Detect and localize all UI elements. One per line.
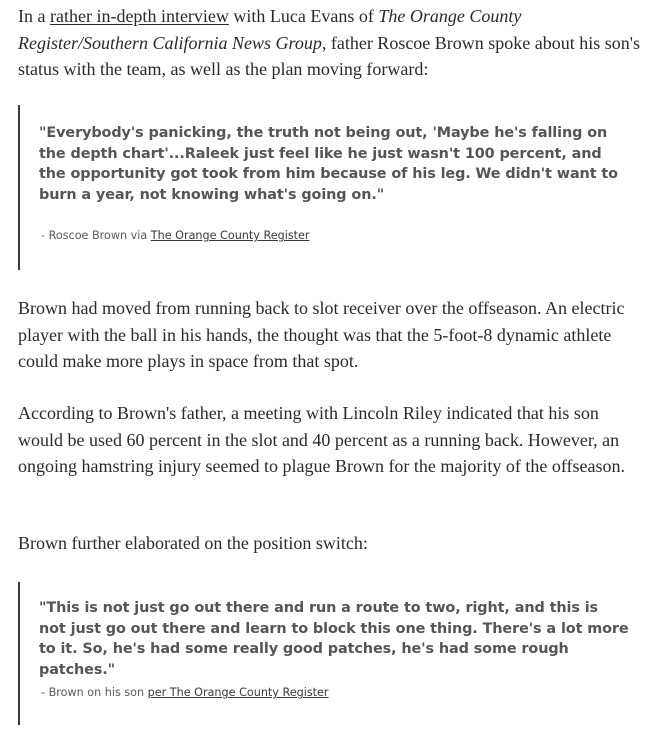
paragraph-position-move: Brown had moved from running back to slot receiver over the offseason. An electric player with the ball in his hands, the thought was that the 5-foot-8 dynamic athlete could make more plays in space from that spot. bbox=[18, 298, 625, 371]
attribution-prefix: - Brown on his son bbox=[41, 686, 148, 699]
quote-text: "This is not just go out there and run a route to two, right, and this is not just go out there and learn to block this one thing. There's a lot more to it. So, he's had some really good patches, he's had some rough patches." bbox=[39, 600, 629, 678]
quote-text: "Everybody's panicking, the truth not being out, 'Maybe he's falling on the depth chart'...Raleek just feel like he just wasn't 100 percent, and the opportunity got took from him because of his leg. We didn't want to burn a year, not knowing what's going on." bbox=[39, 125, 618, 203]
paragraph-father-meeting: According to Brown's father, a meeting with Lincoln Riley indicated that his son would be used 60 percent in the slot and 40 percent as a running back. However, an ongoing hamstring injury seemed to plague Brown for the majority of the offseason. bbox=[18, 403, 626, 476]
intro-prefix: In a bbox=[18, 6, 50, 26]
intro-mid: with Luca Evans of bbox=[228, 6, 379, 26]
quote-attribution bbox=[41, 229, 310, 242]
paragraph-elaboration: Brown further elaborated on the position switch: bbox=[18, 533, 368, 553]
register-link[interactable]: per The Orange County Register bbox=[147, 686, 329, 699]
blockquote-roscoe bbox=[18, 105, 639, 270]
blockquote-brown bbox=[18, 582, 639, 725]
quote-attribution bbox=[41, 686, 329, 699]
publication-name: The Orange County Register/Southern California News Group bbox=[18, 6, 522, 53]
register-link[interactable]: The Orange County Register bbox=[150, 229, 310, 242]
intro-suffix: , father Roscoe Brown spoke about his son's status with the team, as well as the plan moving forward: bbox=[18, 32, 641, 79]
interview-link[interactable]: rather in-depth interview bbox=[49, 6, 229, 26]
attribution-prefix: - Roscoe Brown via bbox=[41, 229, 151, 242]
paragraph-intro bbox=[18, 3, 648, 83]
